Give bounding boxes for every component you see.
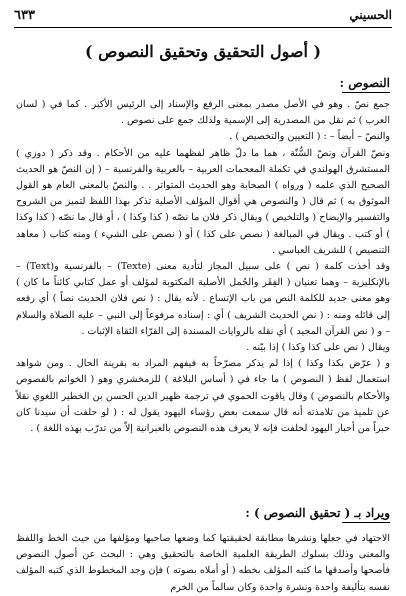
section-heading-tahqiq: ويراد بـ ( تحقيق النصوص ) :	[245, 506, 390, 520]
paragraph: وقد أخذت كلمة ( نص ) على سبيل المجاز لتأدية معنى (Texte) – بالفرنسية و(Text) – بالإنكليزية – وهما تعنيان ( الفِقَر والجُمل الأصلية المكتوبة لمؤلف أو عمل كتابي كائناً ما كان ) وهو معنى جديد للكلمة النص من باب الإتساع . لأنه يقال : ( نص فلان الحديث نصاً ) أي رفعه إلى قائله ومنه : ( نص الحديث الشريف ) أي : إسناده مرفوعاً إلى النبي – عليه الصلاة والسلام – و ( نص القرآن المجيد ) أي نقله بالروايات المسندة إلى القرّاء الثقاة الإثبات .	[16, 261, 390, 337]
main-title: ( أصول التحقيق وتحقيق النصوص )	[84, 42, 322, 61]
paragraph: والنصّ – أيضاً – : ( التعيين والتخصيص ) .	[229, 131, 390, 143]
heading-underline	[342, 522, 390, 523]
paragraph: ويقال ( نص على كذا وكذا ) إذا بيّنه .	[246, 342, 390, 354]
section-heading-nusus: النصوص :	[339, 76, 390, 90]
header-rule	[14, 27, 392, 28]
section-body-nusus	[16, 97, 390, 437]
heading-underline	[342, 92, 390, 93]
paragraph: و ( عرّض بكذا وكذا ) إذا لم يذكر مصرّحاً به فيفهم المراد به بقرينة الحال . ومن شواهد استعمال لفظ ( النصوص ) ما جاء في ( أساس البلاغة ) للزمخشري وهو ( الخواتم بالفصوص والأحكام بالنصوص ) وقال ياقوت الحموي في ترجمة ظهير الدين الحسن بن الخطير اللغوي نقلاً عن تلميذ من تلامذته أنه قال سمعت بعض رؤساء اليهود يقول له : ( لو حلفت أن سيدنا كان حبراً من أحبار اليهود لحلفت فإنه لا يعرف هذه النصوص بالعبرانية إلاّ من تدرّب بهذه اللغة ) .	[16, 358, 390, 435]
running-head	[14, 8, 392, 26]
paragraph: ونصّ القرآن ونصّ السُّنّة ، هما ما دلّ ظاهر لفظهما عليه من الأحكام . وقد ذكر ( دوزي ) المستشرق الهولندي في تكملة المعجمات العربية – بالعربية والفرنسية – ( إن النصّ هو الحديث الصحيح الذي علمه ( ورواه ) الصحابة وهو الحديث المتواتر . . والنصّ بالمعنى العام هو القول الموثوق به ) ثم قال ( والنصوص هي أقوال المؤلف الأصلية تذكر بهذا اللفظ لتميز من الشروح والتفسير والإيضاح ( والتلخيص ) ويقال ذكر فلان ما نصّه ( كذا وكذا ) ، أو قال ما نصّه ( كذا وكذا ) أو كتب . ويقال في المبالغة ( نصص على كذا ) أو ( نصص على الشيء ) ومنه كتاب ( معاهد التنصيص ) للشريف العباسي .	[16, 147, 390, 256]
page-number: ٦٣٣	[14, 8, 35, 23]
paragraph: جمع نصّ . وهو في الأصل مصدر بمعنى الرفع والإسناد إلى الرئيس الأكبر . كما في ( لسان العرب ) ثم نقل من المصدرية إلى الإسمية ولذلك جمع على نصوص .	[16, 99, 390, 127]
section-body-tahqiq	[16, 531, 390, 596]
running-title: الحسيني	[349, 8, 392, 22]
paragraph: الاجتهاد في جعلها ونشرها مطابقة لحقيقتها كما وضعها صاحبها ومؤلفها من حيث الخط واللفظ والمعنى وذلك بسلوك الطريقة العلمية الخاصة بالتحقيق وهي : البحث عن أصول النصوص فأصحها وأصدقها ما كتبه المؤلف بخطه ( أو أملاه بصوته ) فإن وجد المخطوط الذي كتبه المؤلف نفسه بتأليفة واحدة ونشرة واحدة وكان سالماً من الخرم	[16, 533, 390, 593]
